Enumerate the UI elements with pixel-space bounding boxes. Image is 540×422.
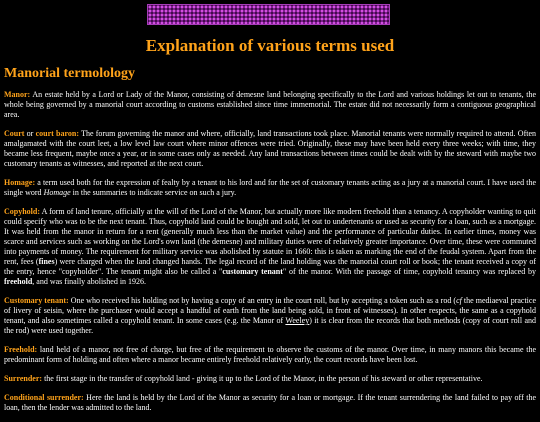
bold-customary-tenant: customary tenant	[222, 267, 283, 276]
definition-copyhold-part3: " of the manor. With the passage of time, copyhold tenancy was replaced by	[282, 267, 536, 276]
definition-homage-part1: a term used both for the expression of fealty by a tenant to his lord and for the set of customary tenants acting as a jury at a manorial court. I have used the single word	[4, 178, 536, 197]
conjunction-or: or	[24, 129, 36, 138]
term-homage: Homage:	[4, 178, 36, 187]
page-title: Explanation of various terms used	[145, 36, 395, 55]
term-conditional-surrender: Conditional surrender:	[4, 393, 84, 402]
term-court-baron: court baron:	[35, 129, 80, 138]
definition-copyhold-part1: A form of land tenure, officially at the will of the Lord of the Manor, but actually more like modern freehold than a tenancy. A copyholder wanting to quit could specify who was to be the next tenant. Thus, copyhold land could be bought and sold, let out to undertenants or used as security for a loan, such as a mortgage. It was held from the manor in return for a rent (generally much less than the market value) and the performance of particular duties. In earlier times, money was scarce and services such as working on the Lord's own land (the demesne) and military duties were of relatively greater importance. Over time, these were commuted into payments of money. The requirement for military service was abolished by statute in 1660: this is taken as marking the end of the feudal system. Apart from the rent, fees (	[4, 207, 536, 266]
entry-copyhold	[4, 207, 536, 287]
term-customary-tenant: Customary tenant:	[4, 296, 69, 305]
decorative-banner	[147, 4, 390, 25]
entry-manor	[4, 90, 536, 120]
definition-copyhold-part4: , and was finally abolished in 1926.	[32, 277, 147, 286]
entry-court	[4, 129, 536, 169]
definition-court: The forum governing the manor and where, officially, land transactions took place. Manorial tenants were normally required to attend. Often amalgamated with the court leet, a low level law court where minor offences were tried. Originally, these may have been held every three weeks; with time, they became less frequent, maybe once a year, or in some cases only as needed. Any land transactions between times could be dealt with by the steward with maybe two customary tenants as witnesses, and reported at the next court.	[4, 129, 537, 168]
term-freehold: Freehold:	[4, 345, 38, 354]
definition-customary-part3: ) it is clear from the records that both methods (copy of court roll and the rod) were used together.	[4, 316, 537, 335]
definition-conditional-surrender: Here the land is held by the Lord of the Manor as security for a loan or mortgage. If the tenant surrendering the land failed to pay off the loan, then the lender was admitted to the land.	[4, 393, 536, 412]
customary-italic-cf: cf	[456, 296, 462, 305]
definition-customary-part1: One who received his holding not by having a copy of an entry in the court roll, but by accepting a token such as a rod (	[68, 296, 457, 305]
section-heading: Manorial termolology	[4, 66, 136, 81]
term-copyhold: Copyhold:	[4, 207, 41, 216]
bold-freehold: freehold	[4, 277, 33, 286]
bold-fines: fines	[38, 257, 55, 266]
entry-freehold	[4, 345, 536, 365]
main-content	[4, 36, 536, 422]
definition-manor: An estate held by a Lord or Lady of the Manor, consisting of demesne land belonging specifically to the Lord and various holdings let out to tenants, the whole being governed by a manorial court according to customs established since time immemorial. The estate did not necessarily form a contiguous geographical area.	[4, 90, 536, 119]
definition-homage-part2: in the summaries to indicate service on such a jury.	[70, 188, 237, 197]
definition-copyhold-part2: ) were charged when the land changed hands. The legal record of the land holding was the manorial court roll or book; the tenant received a copy of the entry, hence "copyholder". The tenant might also be called a "	[4, 257, 536, 276]
term-manor: Manor:	[4, 90, 31, 99]
definition-freehold: land held of a manor, not free of charge, but free of the requirement to observe the customs of the manor. Over time, in many manors this became the predominant form of holding and often where a manor became entirely freehold relatively early, the court records have been lost.	[4, 345, 536, 364]
entry-homage	[4, 178, 536, 198]
definition-surrender: the first stage in the transfer of copyhold land - giving it up to the Lord of the Manor, in the person of his steward or other representative.	[42, 374, 483, 383]
term-surrender: Surrender:	[4, 374, 43, 383]
entry-conditional-surrender	[4, 393, 536, 413]
weeley-link[interactable]: Weeley	[285, 316, 310, 325]
entry-surrender	[4, 374, 536, 384]
definition-customary-part2: the mediaeval practice of livery of seisin, where the purchaser would accept a handful of earth from the land being sold, in front of witnesses). In other respects, the same as a copyhold tenant, and also sometimes called a copyhold tenant. In some cases (e.g. the Manor of	[4, 296, 537, 325]
homage-italic-word: Homage	[43, 188, 71, 197]
entry-customary-tenant	[4, 296, 536, 336]
term-court: Court	[4, 129, 25, 138]
